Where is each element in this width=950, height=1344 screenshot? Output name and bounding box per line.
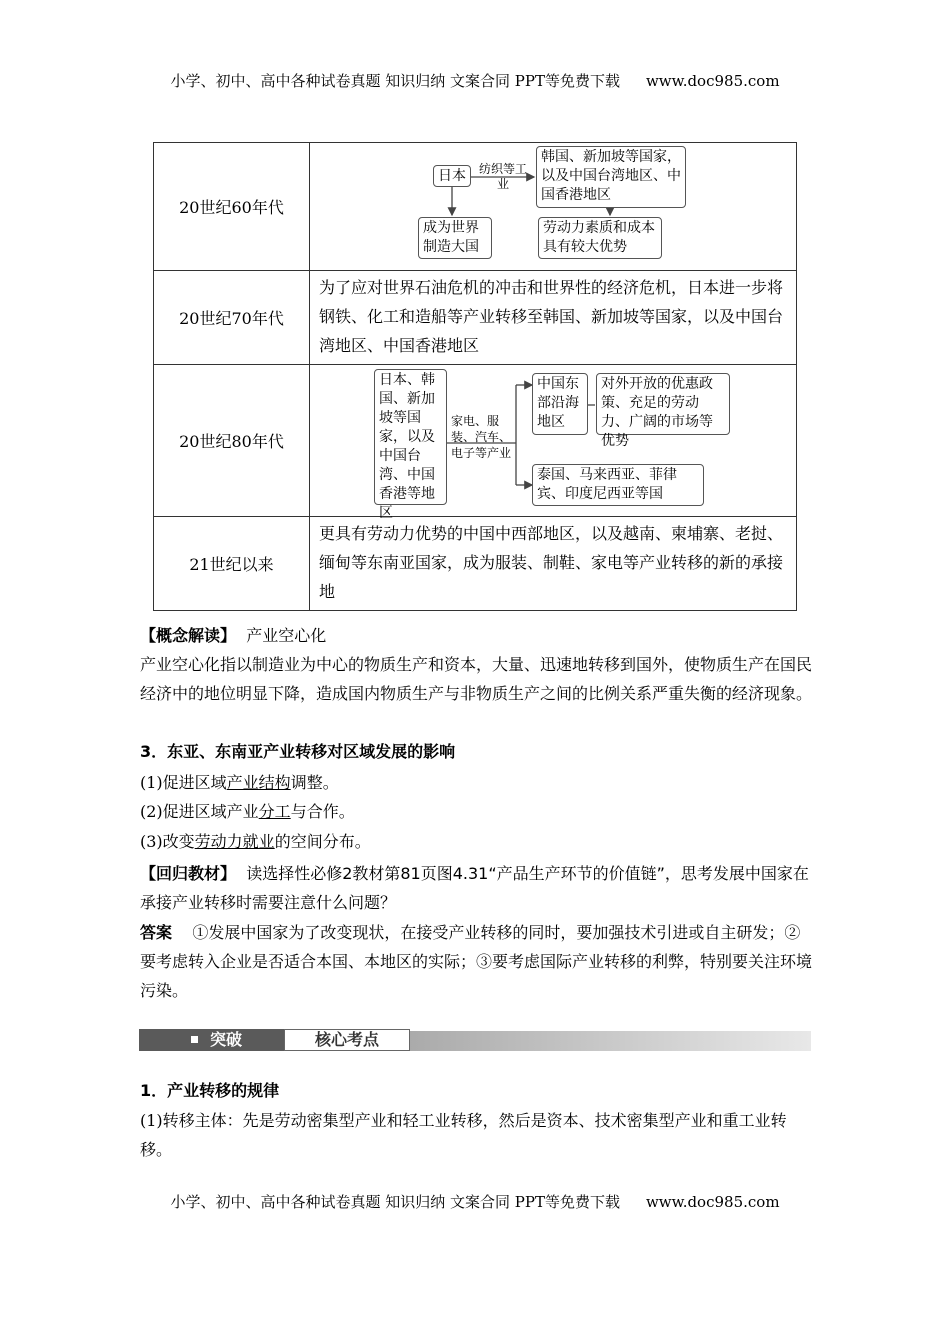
question-text: 读选择性必修2教材第81页图4.31“产品生产环节的价值链”，思考发展中国家在承接产业转移时需要注意什么问题？	[140, 864, 809, 912]
header-url[interactable]: www.doc985.com	[645, 72, 780, 90]
text-cell-21c: 更具有劳动力优势的中国中西部地区，以及越南、柬埔寨、老挝、缅甸等东南亚国家，成为服装、制鞋、家电等产业转移的新的承接地	[310, 517, 797, 611]
destination-box-southeast-asia: 泰国、马来西亚、菲律宾、印度尼西亚等国	[532, 464, 704, 506]
reason-box: 劳动力素质和成本具有较大优势	[538, 217, 662, 259]
rules-text: (1)转移主体：先是劳动密集型产业和轻工业转移，然后是资本、技术密集型产业和重工业转移。	[140, 1111, 787, 1159]
item-underlined: 劳动力就业	[194, 832, 275, 851]
footer-text: 小学、初中、高中各种试卷真题 知识归纳 文案合同 PPT等免费下载	[170, 1193, 620, 1211]
arrow-label: 纺织等工业	[478, 162, 527, 191]
page-header	[0, 70, 950, 91]
band-tab-breakthrough	[139, 1029, 284, 1051]
textbook-tag: 【回归教材】	[140, 864, 237, 883]
item-underlined: 分工	[258, 802, 291, 821]
item-text: 与合作。	[290, 802, 355, 821]
item-text: 调整。	[290, 773, 339, 792]
page-footer	[0, 1191, 950, 1212]
arrow-label: 家电、服装、汽车、电子等产业	[451, 414, 512, 460]
section3-item-2	[140, 797, 812, 826]
concept-title: 产业空心化	[246, 626, 327, 645]
industry-transfer-table	[153, 142, 797, 611]
band-tab-core: 核心考点	[284, 1029, 410, 1051]
item-text: (1)促进区域	[140, 773, 227, 792]
item-text: (3)改变	[140, 832, 195, 851]
band-left-label: 突破	[210, 1030, 243, 1049]
table-row	[154, 517, 797, 611]
flow-cell-80s	[310, 365, 797, 521]
table-row	[154, 365, 797, 517]
item-text: 的空间分布。	[274, 832, 371, 851]
section3-item-3	[140, 827, 812, 856]
answer-label: 答案	[140, 923, 173, 942]
item-text: (2)促进区域产业	[140, 802, 259, 821]
answer-text: ①发展中国家为了改变现状，在接受产业转移的同时，要加强技术引进或自主研发；②要考虑转入企业是否适合本国、本地区的实际；③要考虑国际产业转移的利弊，特别要关注环境污染。	[140, 923, 813, 1000]
reason-box: 对外开放的优惠政策、充足的劳动力、广阔的市场等优势	[596, 373, 730, 435]
era-cell: 20世纪80年代	[154, 365, 310, 517]
header-text: 小学、初中、高中各种试卷真题 知识归纳 文案合同 PPT等免费下载	[170, 72, 620, 90]
source-box: 日本、韩国、新加坡等国家，以及中国台湾、中国香港等地区	[374, 369, 447, 505]
era-cell: 20世纪70年代	[154, 271, 310, 365]
square-icon	[191, 1036, 198, 1043]
flow-cell-60s	[310, 143, 797, 271]
japan-box: 日本	[433, 165, 471, 187]
section3-item-1	[140, 768, 812, 797]
era-cell: 21世纪以来	[154, 517, 310, 611]
table-row	[154, 143, 797, 271]
text-cell-70s: 为了应对世界石油危机的冲击和世界性的经济危机，日本进一步将钢铁、化工和造船等产业转移至韩国、新加坡等国家，以及中国台湾地区、中国香港地区	[310, 271, 797, 365]
table-row	[154, 271, 797, 365]
item-underlined: 产业结构	[226, 773, 291, 792]
destination-box-east-china: 中国东部沿海地区	[532, 373, 588, 435]
textbook-question	[140, 859, 812, 917]
era-cell: 20世纪60年代	[154, 143, 310, 271]
section-band	[139, 1026, 811, 1054]
rules-heading: 1．产业转移的规律	[140, 1081, 280, 1100]
result-box: 成为世界制造大国	[418, 217, 492, 259]
section3-heading: 3．东亚、东南亚产业转移对区域发展的影响	[140, 742, 456, 761]
concept-heading	[140, 621, 812, 650]
concept-body: 产业空心化指以制造业为中心的物质生产和资本，大量、迅速地转移到国外，使物质生产在国民经济中的地位明显下降，造成国内物质生产与非物质生产之间的比例关系严重失衡的经济现象。	[140, 655, 813, 703]
footer-url[interactable]: www.doc985.com	[645, 1193, 780, 1211]
destination-box: 韩国、新加坡等国家，以及中国台湾地区、中国香港地区	[536, 146, 686, 208]
concept-tag: 【概念解读】	[140, 626, 237, 645]
textbook-answer	[140, 918, 812, 1005]
